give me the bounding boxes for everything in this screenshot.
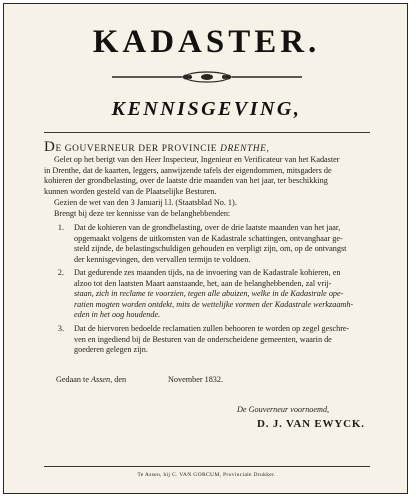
item-number: 3. [57, 324, 64, 333]
item-line: eden in het oog houdende. [74, 310, 161, 320]
signature-title: De Gouverneur voornoemd, [237, 405, 330, 414]
ornament-divider-icon [112, 70, 302, 84]
item-line: ratien mogten worden ontdekt, mits de wettelijke vormen der Kadastrale werkzaamh- [74, 299, 354, 309]
item-line: staan, zich in reclame te voorzien, tegen alle abuizen, welke in de Kadastrale ope- [74, 289, 344, 299]
item-line: Dat de hiervoren bedoelde reclamatien zullen behooren te worden op zegel geschre- [74, 324, 350, 333]
law-reference: Gezien de wet van den 3 Januarij l.l. (Staatsblad No. 1). [54, 198, 237, 207]
footer-divider [44, 466, 370, 467]
paragraph-line: kohieren der grondbelasting, over de laatste drie maanden van het jaar, ter beschikking [44, 176, 328, 186]
item-number: 1. [57, 223, 64, 232]
date-mid: den [112, 375, 127, 384]
date-prefix: Gedaan te [56, 375, 92, 384]
item-line: Dat de kohieren van de grondbelasting, over de drie laatste maanden van het jaar, [74, 223, 341, 232]
list-item [74, 223, 346, 265]
list-item [74, 268, 353, 321]
drop-letter: D [44, 139, 56, 155]
paragraph-line: kunnen worden gesteld van de Plaatselijke Besturen. [44, 186, 217, 196]
item-line: goederen gelegen zijn. [74, 345, 148, 355]
item-line: alzoo tot den laatsten Maart aanstaande, het, aan de belanghebbenden, zal vrij- [74, 278, 332, 288]
signature-name: D. J. VAN EWYCK. [257, 418, 365, 430]
item-number: 2. [57, 268, 64, 277]
opening-line [44, 141, 269, 155]
item-line: opgemaakt volgens de uitkomsten van de Kadastrale schattingen, ontvanghaar ge- [74, 233, 343, 243]
date-month-year: November 1832. [168, 375, 224, 384]
announcement-intro: Brengt bij deze ter kennisse van de belanghebbenden: [54, 209, 231, 218]
paragraph-line: in Drenthe, dat de kaarten, leggers, aanwijzende tafels der eigendommen, mitsgaders de [44, 165, 332, 175]
intro-paragraph [44, 155, 340, 197]
item-line: steld zijnde, de belastingschuldigen gehouden en verpligt zijn, om, op de ontvangst [74, 244, 347, 254]
paragraph-line: Gelet op het berigt van den Heer Inspecteur, Ingenieur en Verificateur van het Kadaster [54, 155, 340, 164]
document-title: KADASTER. [92, 24, 321, 60]
printer-footer: Te Assen, bij C. VAN GORCUM, Provinciale Drukker. [137, 472, 276, 478]
header-divider [44, 132, 370, 133]
item-line: ven en ingediend bij de Besturen van de onderscheidene gemeenten, waarin de [74, 334, 332, 344]
item-line: der kennisgevingen, den vervallen termijn te voldoen. [74, 254, 251, 264]
place-name: Assen, [91, 375, 113, 384]
date-line [56, 375, 126, 386]
province-name: DRENTHE, [220, 144, 270, 154]
opening-text: E GOUVERNEUR DER PROVINCIE [55, 144, 221, 154]
item-line: Dat gedurende zes maanden tijds, na de invoering van de Kadastrale kohieren, en [74, 268, 341, 277]
document-subtitle: KENNISGEVING, [111, 98, 302, 120]
notice-sheet [3, 3, 408, 494]
list-item [74, 324, 349, 356]
